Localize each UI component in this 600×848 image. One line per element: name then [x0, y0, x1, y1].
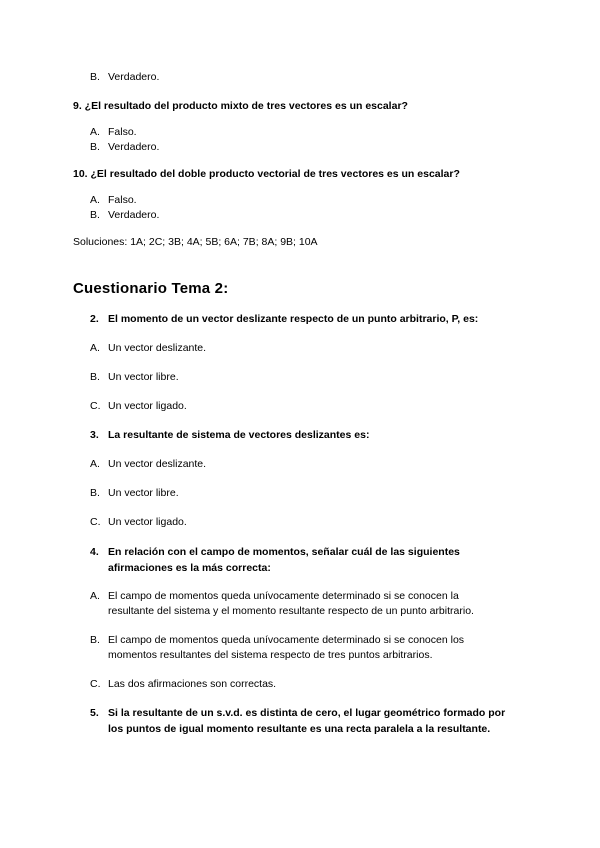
question-2: El momento de un vector deslizante respecto de un punto arbitrario, P, es: [108, 313, 479, 325]
solutions-line: Soluciones: 1A; 2C; 3B; 4A; 5B; 6A; 7B; 8A; 9B; 10A [73, 236, 318, 248]
question-number: 4. [90, 546, 99, 558]
option-letter: B. [90, 209, 100, 221]
question-10: 10. ¿El resultado del doble producto vectorial de tres vectores es un escalar? [73, 168, 460, 180]
option-letter: C. [90, 678, 101, 690]
option-text: Un vector ligado. [108, 516, 187, 528]
section-heading: Cuestionario Tema 2: [73, 280, 229, 297]
option-text: Verdadero. [108, 209, 160, 221]
question-number: 5. [90, 707, 99, 719]
option-letter: B. [90, 634, 100, 646]
option-letter: A. [90, 126, 100, 138]
option-text: Un vector deslizante. [108, 458, 207, 470]
question-number: 3. [90, 429, 99, 441]
option-text: Un vector deslizante. [108, 342, 207, 354]
option-text: Un vector libre. [108, 487, 179, 499]
option-letter: B. [90, 487, 100, 499]
option-text: Falso. [108, 194, 137, 206]
option-letter: B. [90, 71, 100, 83]
option-text-line2: momentos resultantes del sistema respecto de tres puntos arbitrarios. [108, 649, 433, 661]
option-text: Las dos afirmaciones son correctas. [108, 678, 277, 690]
option-letter: A. [90, 590, 100, 602]
option-text: Verdadero. [108, 71, 160, 83]
option-letter: B. [90, 371, 100, 383]
option-text: Falso. [108, 126, 137, 138]
question-9: 9. ¿El resultado del producto mixto de tres vectores es un escalar? [73, 100, 408, 112]
option-letter: B. [90, 141, 100, 153]
option-letter: A. [90, 342, 100, 354]
option-letter: C. [90, 400, 101, 412]
option-letter: A. [90, 194, 100, 206]
question-number: 2. [90, 313, 99, 325]
question-3: La resultante de sistema de vectores deslizantes es: [108, 429, 370, 441]
option-text: Verdadero. [108, 141, 160, 153]
question-4: En relación con el campo de momentos, señalar cuál de las siguientes afirmaciones es la más correcta: [108, 546, 460, 574]
question-5: Si la resultante de un s.v.d. es distinta de cero, el lugar geométrico formado por los puntos de igual momento resultante es una recta paralela a la resultante. [108, 707, 506, 735]
option-text: Un vector libre. [108, 371, 179, 383]
option-text: Un vector ligado. [108, 400, 187, 412]
option-text-line1: El campo de momentos queda unívocamente determinado si se conocen la [108, 590, 459, 602]
option-letter: C. [90, 516, 101, 528]
option-text-line1: El campo de momentos queda unívocamente determinado si se conocen los [108, 634, 465, 646]
option-text-line2: resultante del sistema y el momento resultante respecto de un punto arbitrario. [108, 605, 474, 617]
option-letter: A. [90, 458, 100, 470]
